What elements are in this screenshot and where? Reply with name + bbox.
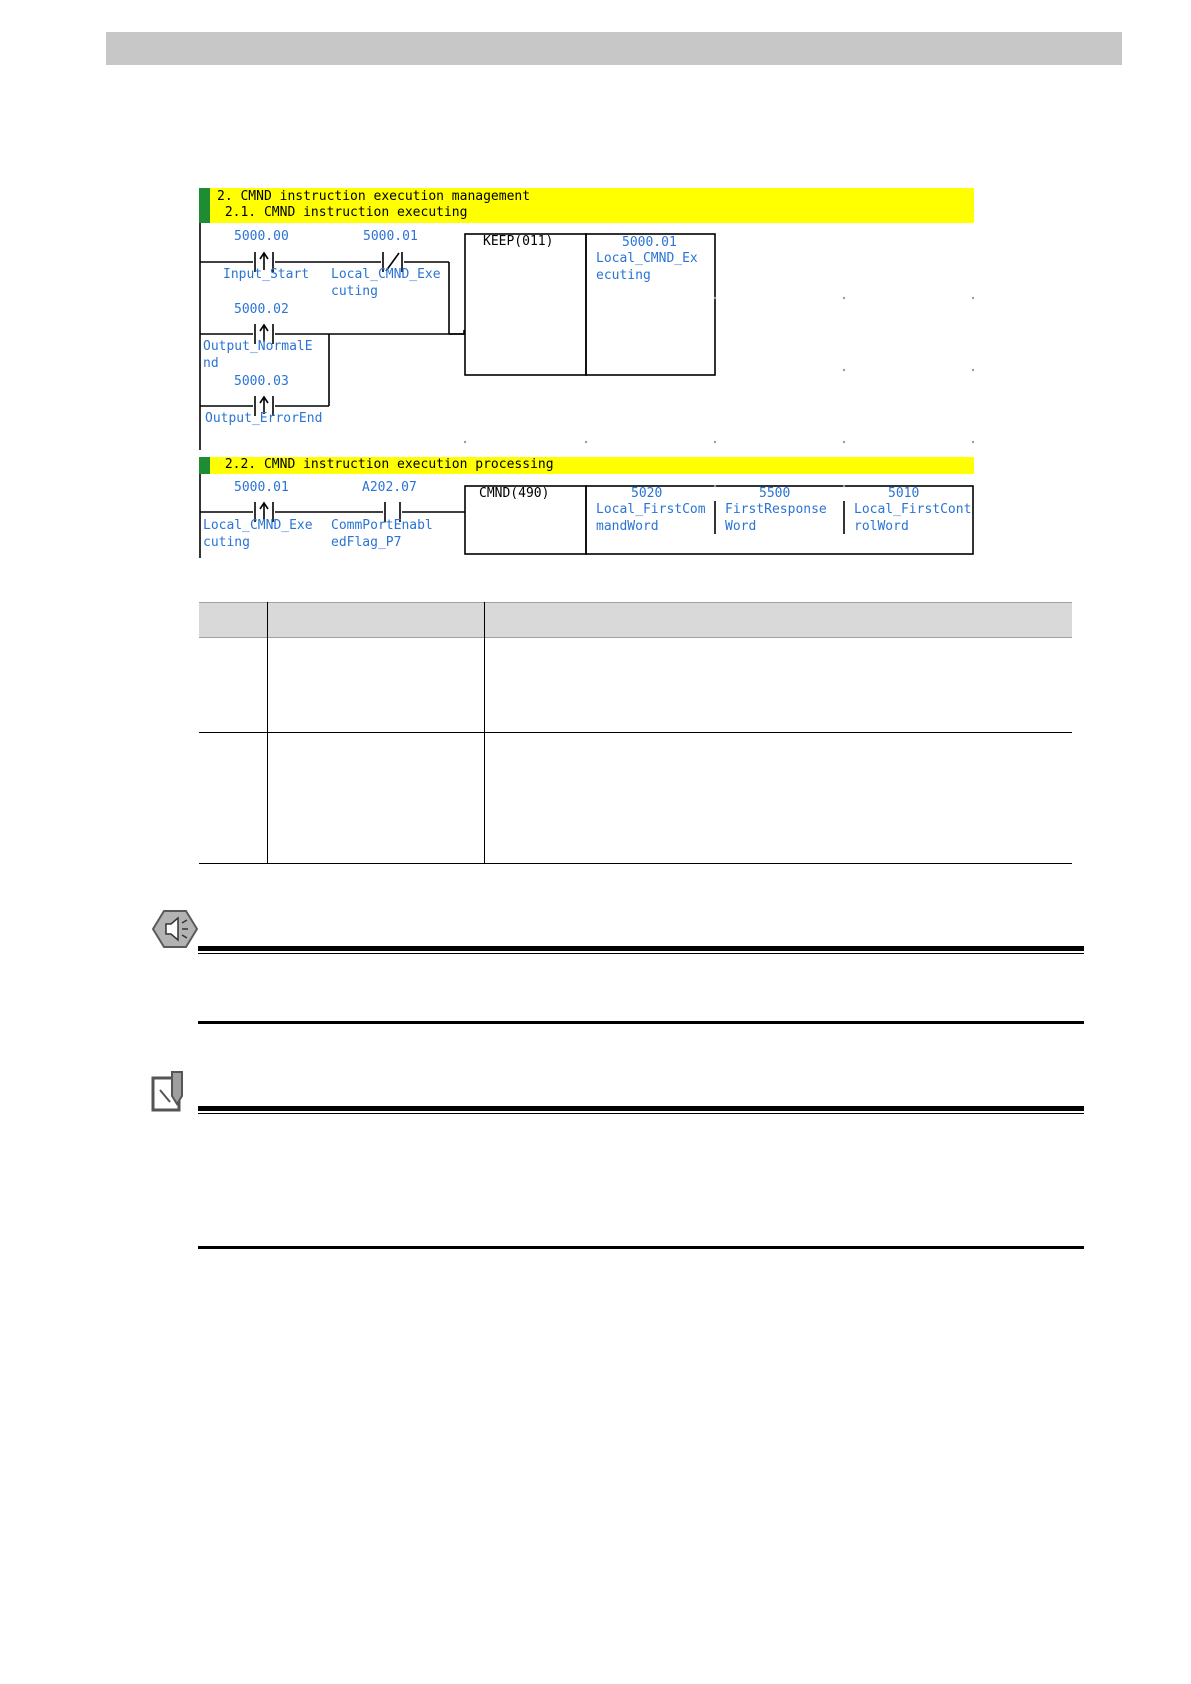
- operand-variable: FirstResponse: [725, 502, 827, 517]
- section-title-2-1: 2.1. CMND instruction executing: [217, 205, 468, 220]
- contact-variable: Output_ErrorEnd: [205, 411, 323, 426]
- instruction-keep: KEEP(011): [483, 234, 554, 249]
- contact-address: 5000.02: [234, 302, 289, 317]
- caution-top-rule-thin: [198, 953, 1084, 954]
- contact-variable: Local_CMND_Exe: [203, 518, 313, 533]
- contact-variable: edFlag_P7: [331, 535, 402, 550]
- contact-variable: cuting: [203, 535, 250, 550]
- contact-variable: CommPortEnabl: [331, 518, 433, 533]
- section-title-2: 2. CMND instruction execution management: [217, 189, 531, 204]
- contact-address: A202.07: [362, 480, 417, 495]
- operand-variable: ecuting: [596, 268, 651, 283]
- contact-variable: Output_NormalE: [203, 339, 313, 354]
- operand-address: 5500: [759, 486, 791, 501]
- contact-variable: cuting: [331, 284, 378, 299]
- operand-variable: Local_CMND_Ex: [596, 251, 698, 266]
- operand-variable: rolWord: [854, 519, 909, 534]
- page-header-bar: [106, 32, 1122, 65]
- instruction-cmnd: CMND(490): [479, 486, 550, 501]
- contact-variable: nd: [203, 356, 219, 371]
- speaker-caution-icon: [152, 909, 198, 949]
- operand-variable: mandWord: [596, 519, 659, 534]
- pencil-precaution-icon: [150, 1070, 190, 1112]
- operand-address: 5020: [631, 486, 663, 501]
- table-row-divider: [199, 732, 1072, 733]
- contact-variable: Local_CMND_Exe: [331, 267, 441, 282]
- operand-variable: Word: [725, 519, 757, 534]
- table-header-row: [199, 602, 1072, 638]
- operand-variable: Local_FirstCont: [854, 502, 972, 517]
- precaution-top-rule-thin: [198, 1113, 1084, 1114]
- operand-variable: Local_FirstCom: [596, 502, 706, 517]
- contact-variable: Input_Start: [223, 267, 310, 282]
- table-bottom-border: [199, 863, 1072, 864]
- precaution-top-rule: [198, 1106, 1084, 1111]
- contact-address: 5000.00: [234, 229, 289, 244]
- precaution-bottom-rule: [198, 1246, 1084, 1249]
- operand-address: 5000.01: [622, 235, 677, 250]
- caution-bottom-rule: [198, 1021, 1084, 1024]
- contact-address: 5000.01: [363, 229, 418, 244]
- caution-top-rule: [198, 946, 1084, 951]
- section-title-2-2: 2.2. CMND instruction execution processing: [217, 457, 554, 472]
- operand-address: 5010: [888, 486, 920, 501]
- contact-address: 5000.03: [234, 374, 289, 389]
- ladder-diagram: [199, 188, 974, 558]
- contact-address: 5000.01: [234, 480, 289, 495]
